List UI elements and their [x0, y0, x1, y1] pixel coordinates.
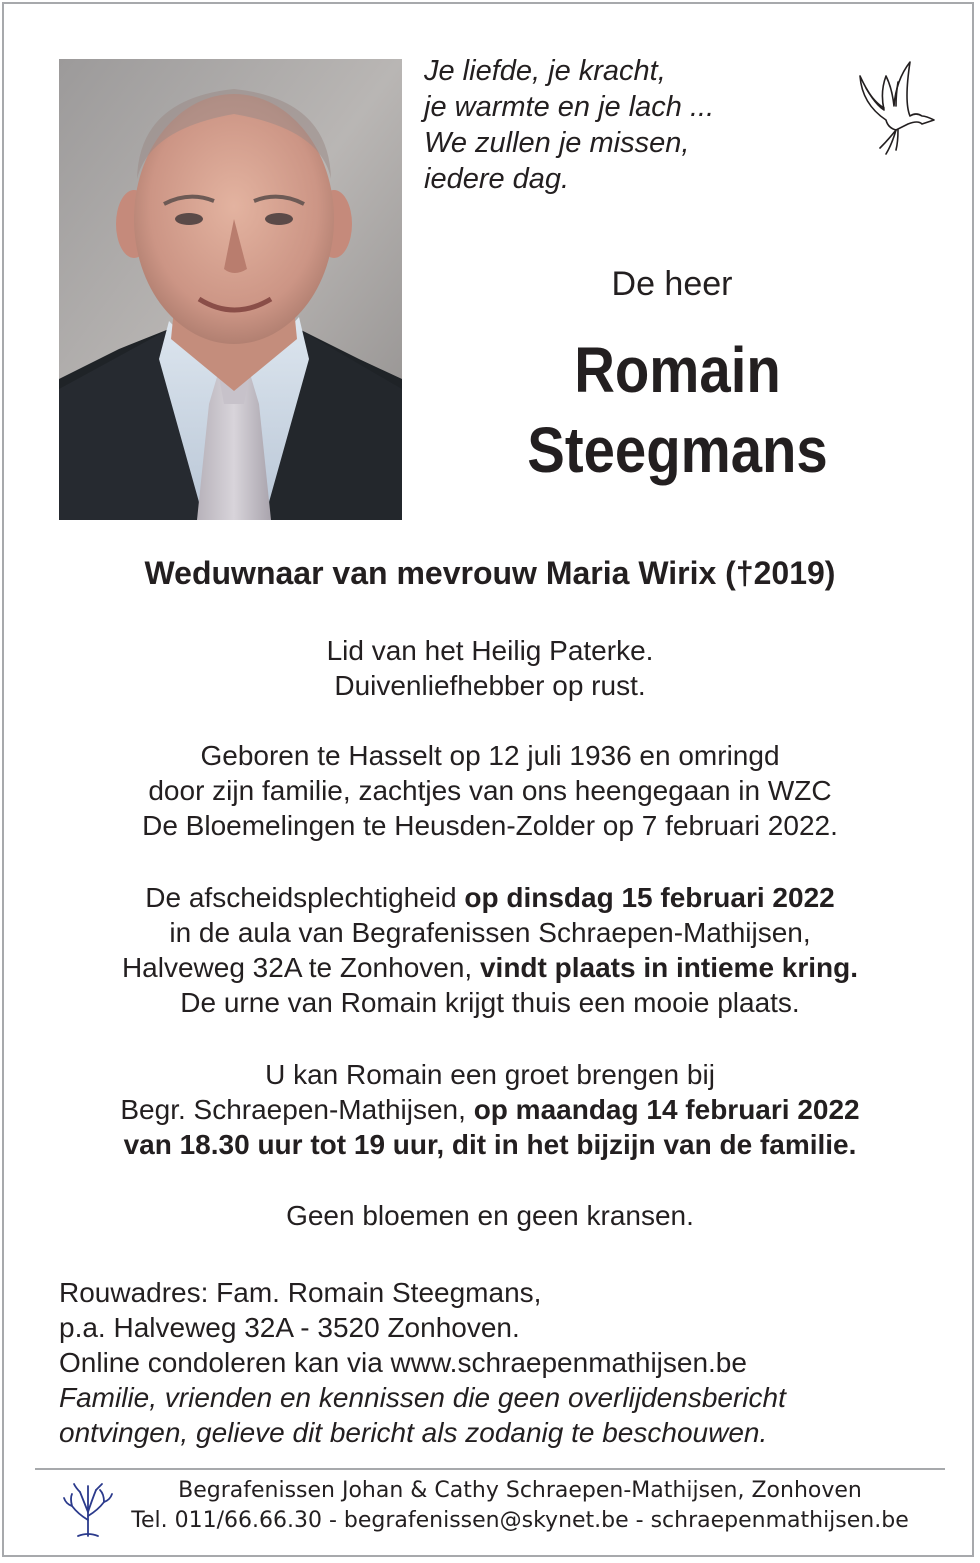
first-name: Romain [574, 334, 781, 406]
visit [40, 1057, 940, 1162]
notice-line: ontvingen, gelieve dit bericht als zodanig te beschouwen. [59, 1417, 768, 1448]
visit-place: Begr. Schraepen-Mathijsen, [120, 1094, 474, 1125]
ceremony-line [40, 950, 940, 985]
last-name: Steegmans [527, 414, 828, 486]
no-flowers: Geen bloemen en geen kransen. [286, 1200, 694, 1231]
poem-line: Je liefde, je kracht, [424, 55, 666, 87]
membership [40, 633, 940, 703]
footer-divider [35, 1468, 945, 1470]
visit-date: op maandag 14 februari 2022 [473, 1094, 860, 1125]
widow-line: Weduwnaar van mevrouw Maria Wirix (†2019) [144, 555, 836, 591]
membership-line: Duivenliefhebber op rust. [334, 670, 646, 701]
address-line: Rouwadres: Fam. Romain Steegmans, [59, 1277, 542, 1308]
visit-line [40, 1127, 940, 1162]
address-line: p.a. Halveweg 32A - 3520 Zonhoven. [59, 1312, 520, 1343]
footer-contact: Tel. 011/66.66.30 - begrafenissen@skynet.be - schraepenmathijsen.be [131, 1508, 909, 1533]
notice-line: Familie, vrienden en kennissen die geen overlijdensbericht [59, 1382, 786, 1413]
footer-company: Begrafenissen Johan & Cathy Schraepen-Mathijsen, Zonhoven [178, 1478, 862, 1503]
address-block [59, 1275, 786, 1450]
condolence-link[interactable]: Online condoleren kan via www.schraepenmathijsen.be [59, 1347, 747, 1378]
ceremony-date: op dinsdag 15 februari 2022 [464, 882, 835, 913]
poem-line: iedere dag. [424, 163, 570, 195]
birth-death-line: De Bloemelingen te Heusden-Zolder op 7 februari 2022. [142, 810, 838, 841]
birth-death-line: door zijn familie, zachtjes van ons heengegaan in WZC [148, 775, 832, 806]
ceremony-text: De afscheidsplechtigheid [145, 882, 465, 913]
ceremony-line: De urne van Romain krijgt thuis een mooie plaats. [180, 987, 800, 1018]
ceremony [40, 880, 940, 1020]
ceremony-private: vindt plaats in intieme kring. [479, 952, 859, 983]
ceremony-line: in de aula van Begrafenissen Schraepen-Mathijsen, [169, 917, 811, 948]
portrait-photo [59, 59, 402, 520]
honorific: De heer [611, 265, 733, 303]
visit-line [40, 1092, 940, 1127]
visit-line: U kan Romain een groet brengen bij [265, 1059, 715, 1090]
ceremony-line [40, 880, 940, 915]
dove-icon [852, 58, 940, 158]
birth-death-line: Geboren te Hasselt op 12 juli 1936 en omringd [200, 740, 780, 771]
poem-line: We zullen je missen, [424, 127, 690, 159]
membership-line: Lid van het Heilig Paterke. [326, 635, 654, 666]
poem [424, 53, 714, 197]
poem-line: je warmte en je lach ... [424, 91, 715, 123]
ceremony-address: Halveweg 32A te Zonhoven, [121, 952, 480, 983]
visit-time: van 18.30 uur tot 19 uur, dit in het bijzijn van de familie. [123, 1129, 857, 1160]
birth-death [40, 738, 940, 843]
